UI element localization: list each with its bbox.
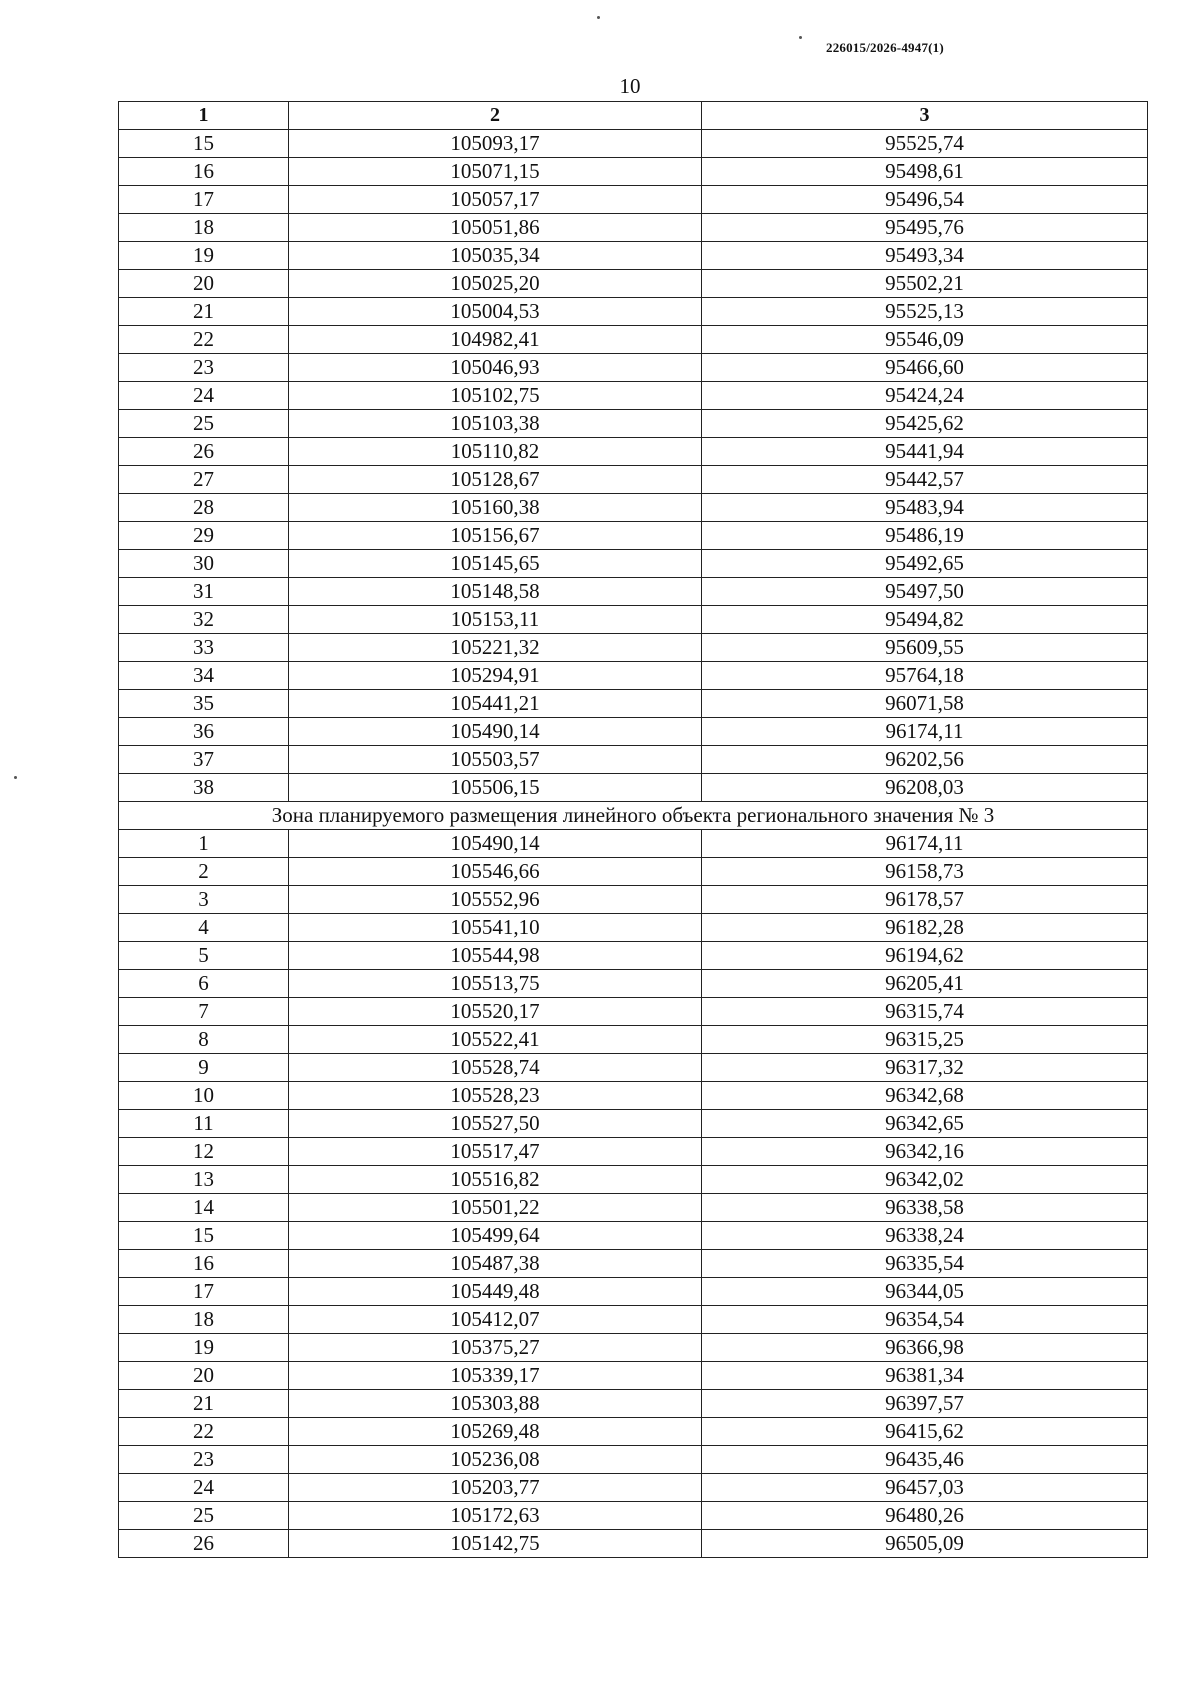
table-row — [119, 1334, 1148, 1362]
cell-x-coordinate: 105142,75 — [289, 1530, 702, 1558]
cell-x-coordinate: 105051,86 — [289, 214, 702, 242]
table-row — [119, 326, 1148, 354]
cell-y-coordinate: 96457,03 — [702, 1474, 1148, 1502]
cell-y-coordinate: 95442,57 — [702, 466, 1148, 494]
table-row — [119, 1446, 1148, 1474]
cell-point-number: 23 — [119, 354, 289, 382]
table-row — [119, 914, 1148, 942]
cell-point-number: 27 — [119, 466, 289, 494]
cell-point-number: 25 — [119, 410, 289, 438]
cell-x-coordinate: 105517,47 — [289, 1138, 702, 1166]
cell-x-coordinate: 105156,67 — [289, 522, 702, 550]
cell-point-number: 20 — [119, 1362, 289, 1390]
cell-x-coordinate: 105128,67 — [289, 466, 702, 494]
cell-x-coordinate: 105160,38 — [289, 494, 702, 522]
cell-point-number: 31 — [119, 578, 289, 606]
cell-point-number: 30 — [119, 550, 289, 578]
table-row — [119, 494, 1148, 522]
table-row — [119, 438, 1148, 466]
cell-y-coordinate: 95525,74 — [702, 130, 1148, 158]
cell-x-coordinate: 105516,82 — [289, 1166, 702, 1194]
cell-y-coordinate: 95425,62 — [702, 410, 1148, 438]
cell-point-number: 10 — [119, 1082, 289, 1110]
cell-y-coordinate: 96344,05 — [702, 1278, 1148, 1306]
cell-y-coordinate: 95424,24 — [702, 382, 1148, 410]
cell-x-coordinate: 105499,64 — [289, 1222, 702, 1250]
table-row — [119, 662, 1148, 690]
cell-point-number: 8 — [119, 1026, 289, 1054]
table-row — [119, 382, 1148, 410]
cell-point-number: 1 — [119, 830, 289, 858]
cell-point-number: 29 — [119, 522, 289, 550]
table-row — [119, 1166, 1148, 1194]
cell-x-coordinate: 105412,07 — [289, 1306, 702, 1334]
cell-point-number: 13 — [119, 1166, 289, 1194]
cell-y-coordinate: 96397,57 — [702, 1390, 1148, 1418]
cell-point-number: 5 — [119, 942, 289, 970]
cell-y-coordinate: 95546,09 — [702, 326, 1148, 354]
cell-x-coordinate: 105375,27 — [289, 1334, 702, 1362]
cell-x-coordinate: 105172,63 — [289, 1502, 702, 1530]
cell-point-number: 6 — [119, 970, 289, 998]
cell-x-coordinate: 105269,48 — [289, 1418, 702, 1446]
cell-y-coordinate: 95492,65 — [702, 550, 1148, 578]
table-row — [119, 634, 1148, 662]
cell-point-number: 15 — [119, 1222, 289, 1250]
table-row — [119, 214, 1148, 242]
table-row — [119, 830, 1148, 858]
table-row — [119, 1222, 1148, 1250]
cell-point-number: 16 — [119, 158, 289, 186]
cell-x-coordinate: 105487,38 — [289, 1250, 702, 1278]
cell-point-number: 2 — [119, 858, 289, 886]
cell-point-number: 22 — [119, 1418, 289, 1446]
cell-x-coordinate: 105528,23 — [289, 1082, 702, 1110]
table-row — [119, 298, 1148, 326]
cell-x-coordinate: 105303,88 — [289, 1390, 702, 1418]
cell-y-coordinate: 95609,55 — [702, 634, 1148, 662]
cell-x-coordinate: 105503,57 — [289, 746, 702, 774]
cell-point-number: 18 — [119, 214, 289, 242]
cell-x-coordinate: 105544,98 — [289, 942, 702, 970]
cell-x-coordinate: 105236,08 — [289, 1446, 702, 1474]
cell-point-number: 33 — [119, 634, 289, 662]
cell-point-number: 18 — [119, 1306, 289, 1334]
cell-y-coordinate: 96335,54 — [702, 1250, 1148, 1278]
cell-y-coordinate: 96366,98 — [702, 1334, 1148, 1362]
cell-y-coordinate: 96338,24 — [702, 1222, 1148, 1250]
cell-x-coordinate: 105093,17 — [289, 130, 702, 158]
cell-y-coordinate: 96158,73 — [702, 858, 1148, 886]
cell-y-coordinate: 96338,58 — [702, 1194, 1148, 1222]
table-row — [119, 410, 1148, 438]
table-row — [119, 1306, 1148, 1334]
cell-y-coordinate: 95494,82 — [702, 606, 1148, 634]
cell-y-coordinate: 95493,34 — [702, 242, 1148, 270]
cell-point-number: 15 — [119, 130, 289, 158]
cell-x-coordinate: 105506,15 — [289, 774, 702, 802]
cell-point-number: 35 — [119, 690, 289, 718]
table-row — [119, 1502, 1148, 1530]
table-row — [119, 158, 1148, 186]
cell-y-coordinate: 96415,62 — [702, 1418, 1148, 1446]
cell-x-coordinate: 105294,91 — [289, 662, 702, 690]
cell-y-coordinate: 95502,21 — [702, 270, 1148, 298]
cell-y-coordinate: 95764,18 — [702, 662, 1148, 690]
cell-point-number: 26 — [119, 1530, 289, 1558]
cell-y-coordinate: 95498,61 — [702, 158, 1148, 186]
cell-x-coordinate: 105490,14 — [289, 718, 702, 746]
header-cell-x-coordinate: 2 — [289, 102, 702, 130]
cell-point-number: 22 — [119, 326, 289, 354]
table-row — [119, 942, 1148, 970]
cell-y-coordinate: 96354,54 — [702, 1306, 1148, 1334]
cell-y-coordinate: 96505,09 — [702, 1530, 1148, 1558]
cell-x-coordinate: 105552,96 — [289, 886, 702, 914]
table-row — [119, 1194, 1148, 1222]
cell-x-coordinate: 105035,34 — [289, 242, 702, 270]
page-number: 10 — [619, 74, 641, 98]
cell-y-coordinate: 96315,74 — [702, 998, 1148, 1026]
cell-point-number: 21 — [119, 298, 289, 326]
table-row — [119, 774, 1148, 802]
table-row — [119, 606, 1148, 634]
cell-y-coordinate: 96480,26 — [702, 1502, 1148, 1530]
table-row — [119, 1278, 1148, 1306]
cell-point-number: 3 — [119, 886, 289, 914]
cell-point-number: 12 — [119, 1138, 289, 1166]
cell-point-number: 23 — [119, 1446, 289, 1474]
table-row — [119, 1082, 1148, 1110]
cell-x-coordinate: 105520,17 — [289, 998, 702, 1026]
scan-speck — [799, 36, 802, 39]
cell-x-coordinate: 105025,20 — [289, 270, 702, 298]
cell-point-number: 19 — [119, 242, 289, 270]
table-row — [119, 886, 1148, 914]
cell-point-number: 37 — [119, 746, 289, 774]
table-row — [119, 1054, 1148, 1082]
cell-x-coordinate: 105148,58 — [289, 578, 702, 606]
cell-x-coordinate: 105339,17 — [289, 1362, 702, 1390]
cell-y-coordinate: 95441,94 — [702, 438, 1148, 466]
cell-x-coordinate: 105071,15 — [289, 158, 702, 186]
cell-point-number: 4 — [119, 914, 289, 942]
cell-point-number: 14 — [119, 1194, 289, 1222]
table-row — [119, 466, 1148, 494]
cell-point-number: 21 — [119, 1390, 289, 1418]
cell-y-coordinate: 95466,60 — [702, 354, 1148, 382]
table-row — [119, 1390, 1148, 1418]
cell-x-coordinate: 105110,82 — [289, 438, 702, 466]
cell-point-number: 17 — [119, 186, 289, 214]
table-row — [119, 1418, 1148, 1446]
table-row — [119, 970, 1148, 998]
scan-speck — [14, 776, 17, 779]
cell-y-coordinate: 96208,03 — [702, 774, 1148, 802]
cell-y-coordinate: 96342,68 — [702, 1082, 1148, 1110]
scan-speck — [597, 16, 600, 19]
table-row — [119, 522, 1148, 550]
table-row — [119, 1362, 1148, 1390]
cell-x-coordinate: 105046,93 — [289, 354, 702, 382]
cell-y-coordinate: 95486,19 — [702, 522, 1148, 550]
cell-x-coordinate: 105522,41 — [289, 1026, 702, 1054]
table-row — [119, 1250, 1148, 1278]
cell-x-coordinate: 105528,74 — [289, 1054, 702, 1082]
cell-y-coordinate: 96435,46 — [702, 1446, 1148, 1474]
cell-point-number: 24 — [119, 382, 289, 410]
cell-point-number: 19 — [119, 1334, 289, 1362]
table-row — [119, 998, 1148, 1026]
cell-x-coordinate: 105145,65 — [289, 550, 702, 578]
table-row — [119, 690, 1148, 718]
cell-y-coordinate: 96071,58 — [702, 690, 1148, 718]
cell-x-coordinate: 104982,41 — [289, 326, 702, 354]
cell-x-coordinate: 105449,48 — [289, 1278, 702, 1306]
cell-y-coordinate: 96182,28 — [702, 914, 1148, 942]
cell-x-coordinate: 105103,38 — [289, 410, 702, 438]
cell-y-coordinate: 96202,56 — [702, 746, 1148, 774]
coordinates-table — [118, 101, 1148, 1558]
cell-point-number: 17 — [119, 1278, 289, 1306]
cell-y-coordinate: 96194,62 — [702, 942, 1148, 970]
cell-y-coordinate: 95483,94 — [702, 494, 1148, 522]
cell-x-coordinate: 105102,75 — [289, 382, 702, 410]
cell-x-coordinate: 105490,14 — [289, 830, 702, 858]
cell-x-coordinate: 105203,77 — [289, 1474, 702, 1502]
header-row — [119, 102, 1148, 130]
cell-point-number: 7 — [119, 998, 289, 1026]
cell-y-coordinate: 96342,16 — [702, 1138, 1148, 1166]
cell-point-number: 32 — [119, 606, 289, 634]
cell-x-coordinate: 105441,21 — [289, 690, 702, 718]
table-row — [119, 186, 1148, 214]
cell-x-coordinate: 105221,32 — [289, 634, 702, 662]
cell-point-number: 26 — [119, 438, 289, 466]
cell-point-number: 38 — [119, 774, 289, 802]
cell-y-coordinate: 96178,57 — [702, 886, 1148, 914]
document-id: 226015/2026-4947(1) — [826, 40, 944, 55]
table-row — [119, 718, 1148, 746]
table-row — [119, 550, 1148, 578]
cell-y-coordinate: 96317,32 — [702, 1054, 1148, 1082]
zone-title-row — [119, 802, 1148, 830]
cell-point-number: 16 — [119, 1250, 289, 1278]
cell-x-coordinate: 105004,53 — [289, 298, 702, 326]
table-header — [119, 102, 1148, 130]
cell-y-coordinate: 96342,65 — [702, 1110, 1148, 1138]
table-row — [119, 242, 1148, 270]
cell-y-coordinate: 95495,76 — [702, 214, 1148, 242]
cell-point-number: 36 — [119, 718, 289, 746]
header-cell-y-coordinate: 3 — [702, 102, 1148, 130]
table-row — [119, 354, 1148, 382]
table-row — [119, 578, 1148, 606]
cell-y-coordinate: 96381,34 — [702, 1362, 1148, 1390]
zone-title: Зона планируемого размещения линейного объекта регионального значения № 3 — [119, 802, 1148, 830]
cell-y-coordinate: 95496,54 — [702, 186, 1148, 214]
header-cell-point-number: 1 — [119, 102, 289, 130]
table-row — [119, 1530, 1148, 1558]
cell-x-coordinate: 105546,66 — [289, 858, 702, 886]
table-row — [119, 1026, 1148, 1054]
cell-point-number: 34 — [119, 662, 289, 690]
table-row — [119, 1110, 1148, 1138]
cell-point-number: 20 — [119, 270, 289, 298]
cell-y-coordinate: 96174,11 — [702, 830, 1148, 858]
table-row — [119, 1474, 1148, 1502]
cell-x-coordinate: 105153,11 — [289, 606, 702, 634]
cell-y-coordinate: 96205,41 — [702, 970, 1148, 998]
cell-point-number: 25 — [119, 1502, 289, 1530]
cell-y-coordinate: 95525,13 — [702, 298, 1148, 326]
cell-point-number: 28 — [119, 494, 289, 522]
cell-x-coordinate: 105527,50 — [289, 1110, 702, 1138]
cell-point-number: 9 — [119, 1054, 289, 1082]
cell-x-coordinate: 105541,10 — [289, 914, 702, 942]
cell-x-coordinate: 105057,17 — [289, 186, 702, 214]
cell-x-coordinate: 105501,22 — [289, 1194, 702, 1222]
table-row — [119, 858, 1148, 886]
table-row — [119, 270, 1148, 298]
cell-point-number: 11 — [119, 1110, 289, 1138]
table-row — [119, 746, 1148, 774]
cell-y-coordinate: 96174,11 — [702, 718, 1148, 746]
table-row — [119, 130, 1148, 158]
cell-y-coordinate: 96315,25 — [702, 1026, 1148, 1054]
cell-y-coordinate: 95497,50 — [702, 578, 1148, 606]
cell-y-coordinate: 96342,02 — [702, 1166, 1148, 1194]
table-body — [119, 130, 1148, 1558]
cell-point-number: 24 — [119, 1474, 289, 1502]
table-row — [119, 1138, 1148, 1166]
cell-x-coordinate: 105513,75 — [289, 970, 702, 998]
